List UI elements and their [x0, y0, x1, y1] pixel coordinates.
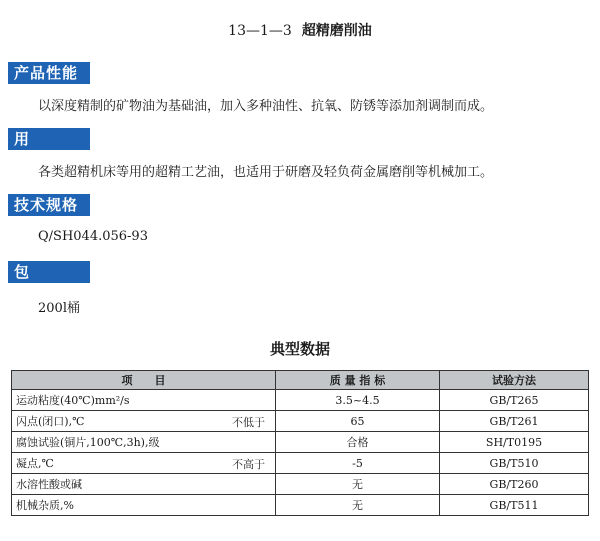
section-text-usage: 各类超精机床等用的超精工艺油，也适用于研磨及轻负荷金属磨削等机械加工。 — [38, 165, 494, 180]
row-spec: 无 — [276, 474, 440, 495]
section-heading-usage: 用途 — [8, 128, 90, 150]
table-row — [12, 390, 589, 411]
section-text-performance: 以深度精制的矿物油为基础油，加入多种油性、抗氧、防锈等添加剂调制而成。 — [38, 99, 494, 114]
row-spec: 65 — [276, 411, 440, 432]
table-header-row — [12, 371, 589, 390]
item-label: 闪点(闭口),℃ — [16, 415, 85, 428]
table-title: 典型数据 — [269, 340, 330, 358]
section-text-packaging: 200l桶 — [38, 301, 80, 316]
header-spec: 质 量 指 标 — [276, 371, 440, 390]
row-item — [12, 495, 276, 516]
section-heading-spec: 技术规格 — [8, 194, 90, 216]
header-method: 试验方法 — [440, 371, 589, 390]
row-spec: 合格 — [276, 432, 440, 453]
row-method: GB/T265 — [440, 390, 589, 411]
table-row — [12, 432, 589, 453]
row-method: GB/T261 — [440, 411, 589, 432]
row-item — [12, 453, 276, 474]
row-item — [12, 390, 276, 411]
section-heading-packaging: 包装 — [8, 261, 90, 283]
row-item — [12, 411, 276, 432]
item-label: 腐蚀试验(铜片,100℃,3h),级 — [16, 436, 160, 449]
table-row — [12, 474, 589, 495]
item-label: 凝点,℃ — [16, 457, 54, 470]
row-spec: 无 — [276, 495, 440, 516]
row-method: SH/T0195 — [440, 432, 589, 453]
section-heading-performance: 产品性能 — [8, 62, 90, 84]
row-item — [12, 432, 276, 453]
section-text-spec: Q/SH044.056-93 — [38, 229, 148, 244]
item-label: 机械杂质,% — [16, 499, 74, 512]
title-text: 超精磨削油 — [301, 23, 372, 39]
page-title — [0, 20, 600, 40]
table-row — [12, 495, 589, 516]
typical-data-table — [11, 370, 589, 516]
item-condition: 不高于 — [232, 458, 265, 471]
item-label: 运动粘度(40℃)mm²/s — [16, 394, 130, 407]
row-method: GB/T511 — [440, 495, 589, 516]
item-condition: 不低于 — [232, 416, 265, 429]
row-spec: -5 — [276, 453, 440, 474]
title-number: 13—1—3 — [228, 23, 292, 39]
table-row — [12, 453, 589, 474]
row-item — [12, 474, 276, 495]
header-item: 项 目 — [12, 371, 276, 390]
item-label: 水溶性酸或碱 — [16, 478, 82, 491]
row-spec: 3.5~4.5 — [276, 390, 440, 411]
row-method: GB/T510 — [440, 453, 589, 474]
table-row — [12, 411, 589, 432]
row-method: GB/T260 — [440, 474, 589, 495]
